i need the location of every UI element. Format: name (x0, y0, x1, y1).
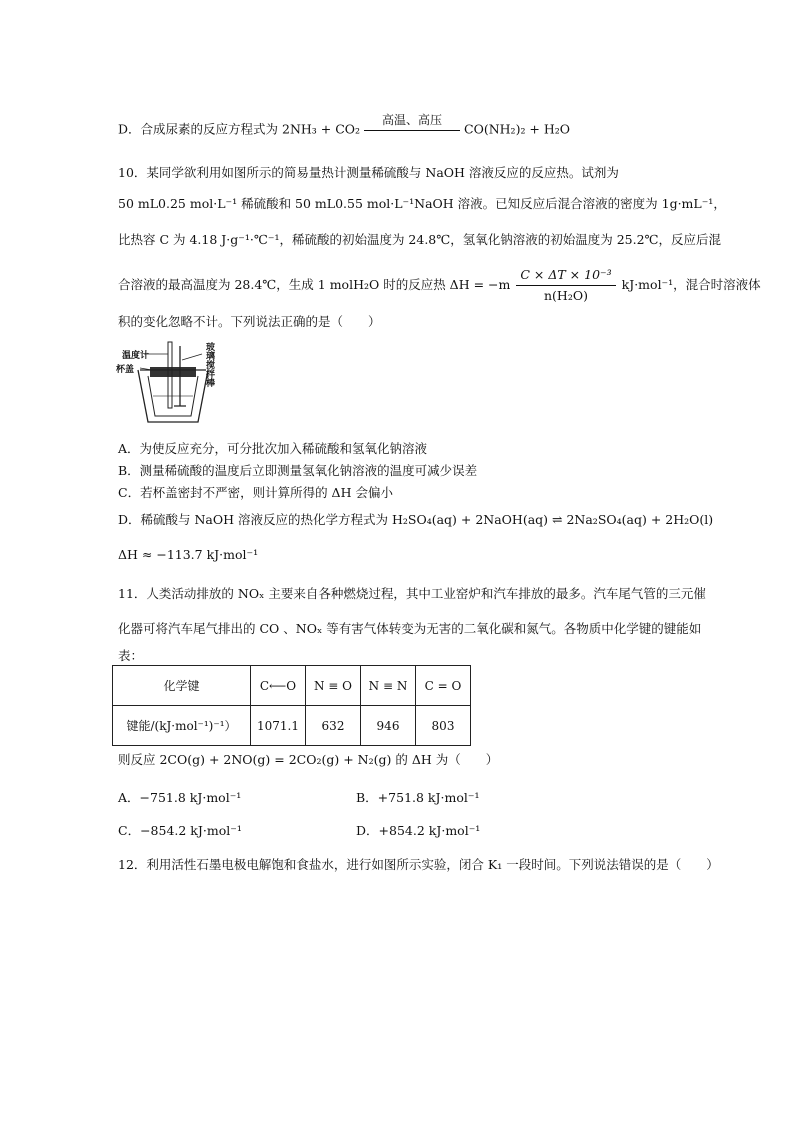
q11-option-b: B．+751.8 kJ·mol⁻¹ (356, 790, 480, 805)
q12-line1: 12．利用活性石墨电极电解饱和食盐水，进行如图所示实验，闭合 K₁ 一段时间。下列说法错误的是（ ） (118, 857, 719, 872)
q10-line1: 10．某同学欲利用如图所示的简易量热计测量稀硫酸与 NaOH 溶液反应的反应热。试剂为 (118, 165, 619, 180)
table-row (113, 706, 471, 746)
q10-line2: 50 mL0.25 mol·L⁻¹ 稀硫酸和 50 mL0.55 mol·L⁻¹NaOH 溶液。已知反应后混合溶液的密度为 1g·mL⁻¹， (118, 196, 726, 211)
table-row (113, 666, 471, 706)
q10-option-d: D．稀硫酸与 NaOH 溶液反应的热化学方程式为 H₂SO₄(aq) + 2NaOH(aq) ⇌ 2Na₂SO₄(aq) + 2H₂O(l) (118, 512, 714, 527)
q11-line3: 表： (118, 648, 144, 663)
table-row-label: 键能/(kJ·mol⁻¹)⁻¹） (113, 706, 251, 746)
q10-option-a: A．为使反应充分，可分批次加入稀硫酸和氢氧化钠溶液 (118, 441, 428, 456)
reaction-condition-arrow (364, 111, 460, 131)
q10-line4-a: 合溶液的最高温度为 28.4℃，生成 1 molH₂O 时的反应热 ΔH = −m (118, 277, 511, 292)
table-cell-bond: C = O (416, 666, 471, 706)
fraction-numerator: C × ΔT × 10⁻³ (520, 267, 612, 282)
table-header-label: 化学键 (113, 666, 251, 706)
q10-option-d-enthalpy: ΔH ≈ −113.7 kJ·mol⁻¹ (118, 547, 259, 562)
q11-option-a: A．−751.8 kJ·mol⁻¹ (118, 790, 242, 805)
table-cell-value: 1071.1 (251, 706, 306, 746)
q10-line5: 积的变化忽略不计。下列说法正确的是（ ） (118, 314, 381, 329)
q10-option-c: C．若杯盖密封不严密，则计算所得的 ΔH 会偏小 (118, 485, 393, 500)
q10-line3: 比热容 C 为 4.18 J·g⁻¹·℃⁻¹，稀硫酸的初始温度为 24.8℃，氢氧化钠溶液的初始温度为 25.2℃，反应后混 (118, 232, 722, 247)
q11-line1: 11．人类活动排放的 NOₓ 主要来自各种燃烧过程，其中工业窑炉和汽车排放的最多。汽车尾气管的三元催 (118, 586, 706, 601)
q9d-prefix: D．合成尿素的反应方程式为 (118, 121, 279, 137)
q9-option-d (118, 113, 571, 140)
label-thermometer: 温度计 (122, 351, 150, 361)
table-cell-value: 632 (306, 706, 361, 746)
label-glass-stirrer: 玻璃搅拌棒 (204, 342, 214, 387)
fraction-denominator: n(H₂O) (516, 285, 615, 305)
q9d-products: CO(NH₂)₂ + H₂O (464, 121, 571, 137)
enthalpy-fraction (516, 266, 615, 305)
q11-question: 则反应 2CO(g) + 2NO(g) = 2CO₂(g) + N₂(g) 的 ΔH 为（ ） (118, 752, 499, 767)
q11-line2: 化器可将汽车尾气排出的 CO 、NOₓ 等有害气体转变为无害的二氧化碳和氮气。各物质中化学键的键能如 (118, 621, 702, 636)
table-cell-bond: C⟵O (251, 666, 306, 706)
table-cell-value: 803 (416, 706, 471, 746)
q10-line4 (118, 266, 761, 305)
label-cup-lid: 杯盖 (116, 365, 135, 375)
reaction-condition: 高温、高压 (382, 113, 443, 127)
table-cell-bond: N ≡ O (306, 666, 361, 706)
q11-option-c: C．−854.2 kJ·mol⁻¹ (118, 823, 242, 838)
q10-option-b: B．测量稀硫酸的温度后立即测量氢氧化钠溶液的温度可减少误差 (118, 463, 478, 478)
calorimeter-figure (118, 340, 228, 430)
table-cell-value: 946 (361, 706, 416, 746)
table-cell-bond: N ≡ N (361, 666, 416, 706)
bond-energy-table (112, 665, 471, 746)
q9d-reactants: 2NH₃ + CO₂ (282, 121, 361, 137)
q11-option-d: D．+854.2 kJ·mol⁻¹ (356, 823, 481, 838)
q10-line4-b: kJ·mol⁻¹，混合时溶液体 (621, 277, 761, 292)
